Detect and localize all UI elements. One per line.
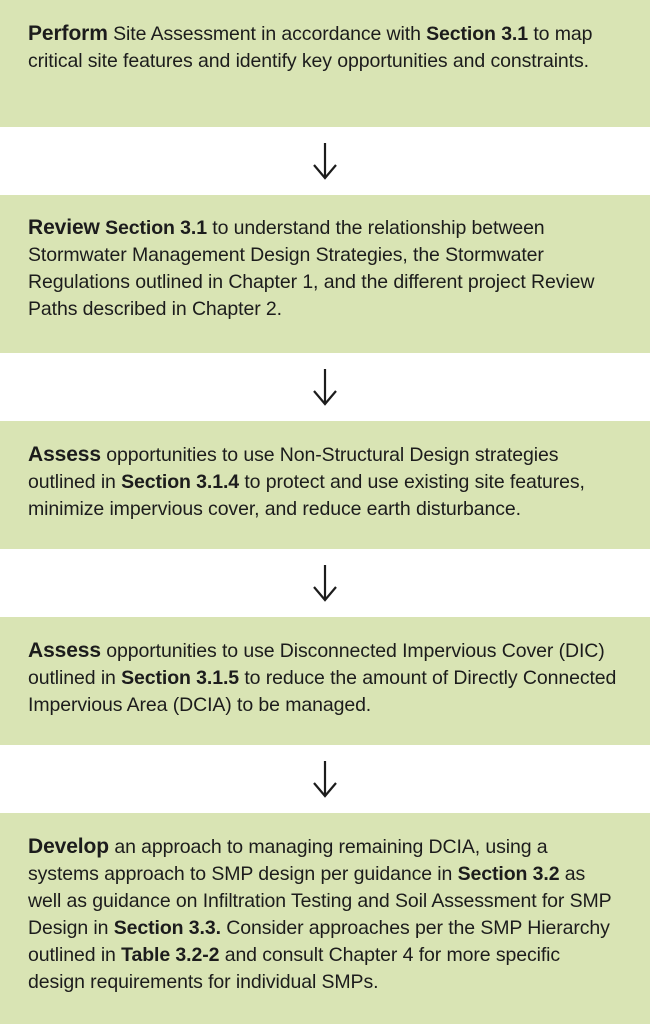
step-text-segment: to understand the relationship between Stormwater Management Design Strategies, the Stormwater Regulations outlined in Chapter 1, and the different project Review Paths described in Chapter 2. — [28, 217, 595, 320]
step-box-assess-non-structural — [0, 421, 650, 549]
step-keyword: Perform — [28, 22, 108, 45]
step-keyword: Review — [28, 216, 100, 239]
step-text-segment: Site Assessment in accordance with — [107, 23, 427, 45]
step-keyword: Assess — [28, 443, 101, 466]
step-text-segment: and consult Chapter 4 for more specific design requirements for individual SMPs. — [28, 944, 561, 993]
step-text-segment: to map critical site features and identify key opportunities and constraints. — [28, 23, 593, 72]
step-text-segment: to reduce the amount of Directly Connected Impervious Area (DCIA) to be managed. — [28, 667, 617, 716]
step-text-segment: opportunities to use Disconnected Impervious Cover (DIC) outlined in — [28, 640, 605, 689]
section-reference: Section 3.1.4 — [121, 471, 240, 493]
section-reference: Section 3.1 — [426, 23, 528, 45]
step-box-review — [0, 195, 650, 353]
step-box-develop — [0, 813, 650, 1024]
section-reference: Section 3.3. — [113, 917, 221, 939]
down-arrow-icon — [0, 127, 650, 195]
step-keyword: Develop — [28, 835, 109, 858]
step-box-assess-dic — [0, 617, 650, 745]
step-keyword: Assess — [28, 639, 101, 662]
step-box-perform — [0, 0, 650, 127]
step-text-segment: as well as guidance on Infiltration Testing and Soil Assessment for SMP Design in — [28, 863, 612, 939]
step-text-segment: Consider approaches per the SMP Hierarchy outlined in — [28, 917, 610, 966]
table-reference: Table 3.2-2 — [121, 944, 220, 966]
section-reference: Section 3.1 — [105, 217, 207, 239]
step-text-segment: an approach to managing remaining DCIA, using a systems approach to SMP design per guidance in — [28, 836, 548, 885]
section-reference: Section 3.2 — [457, 863, 560, 885]
down-arrow-icon — [0, 549, 650, 617]
step-text-segment: to protect and use existing site features, minimize impervious cover, and reduce earth disturbance. — [28, 471, 585, 520]
section-reference: Section 3.1.5 — [121, 667, 240, 689]
down-arrow-icon — [0, 745, 650, 813]
step-text-segment: opportunities to use Non-Structural Design strategies outlined in — [28, 444, 559, 493]
down-arrow-icon — [0, 353, 650, 421]
